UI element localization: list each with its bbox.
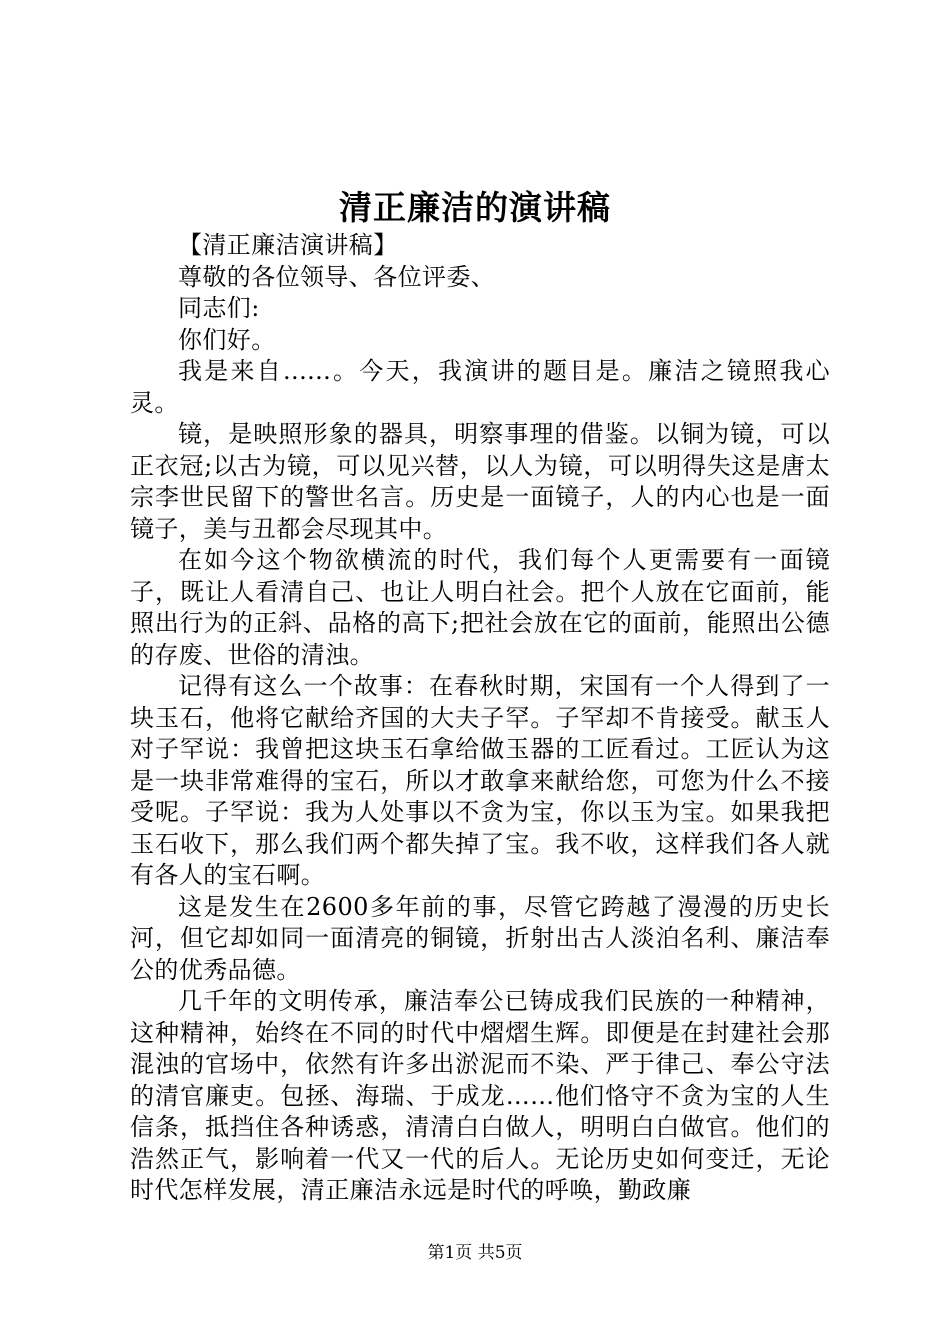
paragraph-tradition: 几千年的文明传承，廉洁奉公已铸成我们民族的一种精神，这种精神，始终在不同的时代中熠熠生辉。即便是在封建社会那混浊的官场中，依然有许多出淤泥而不染、严于律己、奉公守法的清官廉吏。包拯、海瑞、于成龙……他们恪守不贪为宝的人生信条，抵挡住各种诱惑，清清白白做人，明明白白做官。他们的浩然正气，影响着一代又一代的后人。无论历史如何变迁，无论时代怎样发展，清正廉洁永远是时代的呼唤，勤政廉 <box>130 987 830 1204</box>
paragraph-heading: 【清正廉洁演讲稿】 <box>178 231 398 259</box>
paragraph-story: 记得有这么一个故事：在春秋时期，宋国有一个人得到了一块玉石，他将它献给齐国的大夫子罕。子罕却不肯接受。献玉人对子罕说：我曾把这块玉石拿给做玉器的工匠看过。工匠认为这是一块非常难得的宝石，所以才敢拿来献给您，可您为什么不接受呢。子罕说：我为人处事以不贪为宝，你以玉为宝。如果我把玉石收下，那么我们两个都失掉了宝。我不收，这样我们各人就有各人的宝石啊。 <box>130 672 830 889</box>
paragraph-era: 在如今这个物欲横流的时代，我们每个人更需要有一面镜子，既让人看清自己、也让人明白社会。把个人放在它面前，能照出行为的正斜、品格的高下;把社会放在它的面前，能照出公德的存废、世俗的清浊。 <box>130 546 830 669</box>
document-title: 清正廉洁的演讲稿 <box>339 188 611 227</box>
paragraph-salutation-comrades: 同志们: <box>178 294 260 322</box>
page-number-footer: 第1页 共5页 <box>427 1243 523 1263</box>
paragraph-history: 这是发生在2600多年前的事，尽管它跨越了漫漫的历史长河，但它却如同一面清亮的铜镜，折射出古人淡泊名利、廉洁奉公的优秀品德。 <box>130 892 830 984</box>
document-body <box>130 230 830 1207</box>
paragraph-mirror: 镜，是映照形象的器具，明察事理的借鉴。以铜为镜，可以正衣冠;以古为镜，可以见兴替，以人为镜，可以明得失这是唐太宗李世民留下的警世名言。历史是一面镜子，人的内心也是一面镜子，美与丑都会尽现其中。 <box>130 420 830 543</box>
paragraph-intro: 我是来自......。今天，我演讲的题目是。廉洁之镜照我心灵。 <box>130 357 830 417</box>
paragraph-greeting: 你们好。 <box>178 325 276 354</box>
paragraph-salutation: 尊敬的各位领导、各位评委、 <box>178 262 496 291</box>
